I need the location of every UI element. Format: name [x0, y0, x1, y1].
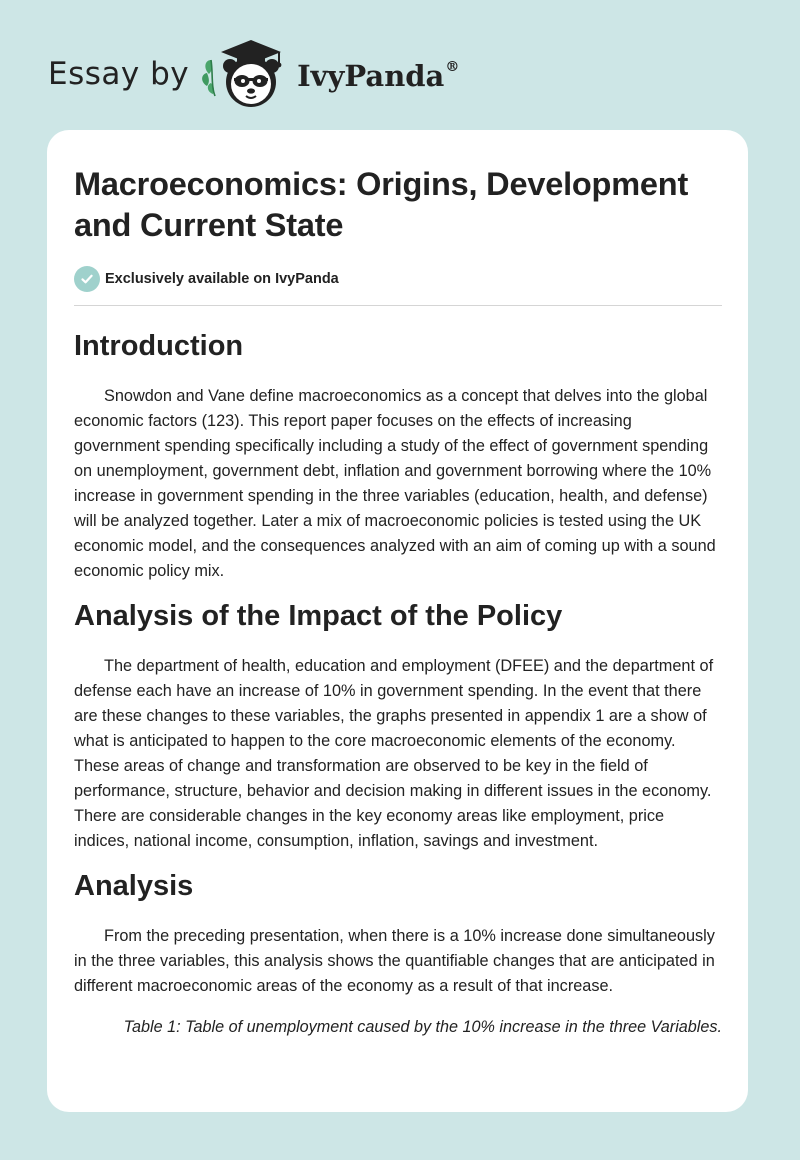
essay-by-label: Essay by — [48, 56, 190, 92]
section-body-policy-impact: The department of health, education and employment (DFEE) and the department of defense each have an increase of 10% in government spending. In the event that there are these changes to these variables, the graphs presented in appendix 1 are a show of what is anticipated to happen to the core macroeconomic elements of the economy. These areas of change and transformation are observed to be key in the field of performance, structure, behavior and decision making in different issues in the economy. There are considerable changes in the key economy areas like employment, price indices, national income, consumption, inflation, savings and investment. — [74, 657, 714, 850]
section-body-introduction: Snowdon and Vane define macroeconomics as a concept that delves into the global economic factors (123). This report paper focuses on the effects of increasing government spending specifically including a study of the effect of government spending on unemployment, government debt, inflation and government borrowing where the 10% increase in government spending in the three variables (education, health, and defense) will be analyzed together. Later a mix of macroeconomic policies is tested using the UK economic model, and the consequences analyzed with an aim of coming up with a sound economic policy mix. — [74, 387, 716, 580]
registered-mark: ® — [445, 59, 460, 76]
article-card — [47, 130, 748, 1112]
exclusive-label: Exclusively available on IvyPanda — [105, 271, 339, 287]
check-icon — [74, 266, 100, 292]
panda-graduation-cap-icon — [199, 34, 295, 114]
ivypanda-logo-icon[interactable] — [199, 34, 295, 114]
section-heading-analysis: Analysis — [74, 870, 194, 902]
site-header — [48, 34, 459, 114]
ivy-leaf-icon — [202, 60, 215, 96]
section-heading-introduction: Introduction — [74, 330, 244, 362]
section-body-analysis: From the preceding presentation, when there is a 10% increase done simultaneously in the three variables, this analysis shows the quantifiable changes that are anticipated in different macroeconomic areas of the economy as a result of that increase. — [74, 927, 715, 995]
page-title: Macroeconomics: Origins, Development and Current State — [74, 166, 689, 243]
table-caption: Table 1: Table of unemployment caused by the 10% increase in the three Variables. — [123, 1018, 722, 1036]
brand-text: IvyPanda — [297, 59, 445, 93]
exclusive-badge — [74, 266, 722, 306]
brand-name[interactable] — [297, 59, 459, 93]
section-heading-policy-impact: Analysis of the Impact of the Policy — [74, 600, 563, 632]
